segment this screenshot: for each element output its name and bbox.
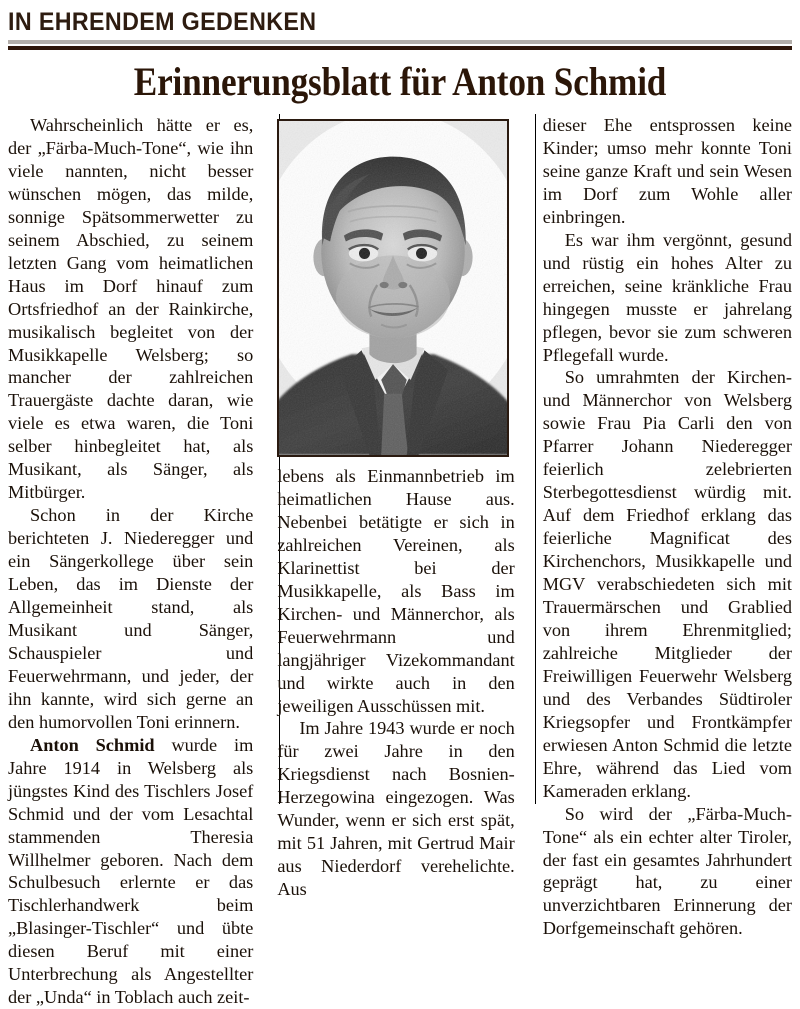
portrait-illustration <box>279 121 507 455</box>
rule-dark <box>8 46 792 50</box>
paragraph-text: wurde im Jahre 1914 in Welsberg als jüngstes Kind des Tischlers Josef Schmid und der vom Lesachtal stammenden Theresia Willhelmer geboren. Nach dem Schulbesuch erlernte er das Tischlerhandwerk beim „Blasinger-Tischler“ und übte diesen Beruf mit einer Unterbrechung als Angestellter der „Unda“ in Toblach auch zeit- <box>8 734 254 1008</box>
paragraph: Es war ihm vergönnt, gesund und rüstig ein hohes Alter zu erreichen, seine kränkliche Frau hingegen musste er jahrelang pflegen, bevor sie zum schweren Pflegefall wurde. <box>542 229 792 365</box>
paragraph: dieser Ehe entsprossen keine Kinder; umso mehr konnte Toni seine ganze Kraft und sein Wesen im Dorf zum Wohle aller einbringen. <box>542 115 792 227</box>
paragraph: Im Jahre 1943 wurde er noch für zwei Jahre in den Kriegsdienst nach Bosnien-Herzegowina eingezogen. Was Wunder, wenn er sich erst spät, mit 51 Jahren, mit Gertrud Mair aus Niederdorf verehelichte. Aus <box>277 718 515 900</box>
paragraph: Schon in der Kirche berichteten J. Niederegger und ein Sängerkollege über sein Leben, das im Dienste der Allgemeinheit stand, als Musikant und Sänger, Schauspieler und Feuerwehrmann, und jeder, der ihn kannte, wird sich gerne an den humorvollen Toni erinnern. <box>8 505 254 732</box>
paragraph: So umrahmten der Kirchen- und Männerchor von Welsberg sowie Frau Pia Carli den von Pfarrer Johann Niederegger feierlich zelebrierten Sterbegottesdienst würdig mit. Auf dem Friedhof erklang das feierliche Magnificat des Kirchenchors, Musikkapelle und MGV verabschiedeten sich mit Trauermärschen und Grablied von ihrem Ehrenmitglied; zahlreiche Mitglieder der Freiwilligen Feuerwehr Welsberg und des Verbandes Südtiroler Kriegsopfer und Frontkämpfer erwiesen Anton Schmid die letzte Ehre, während das Lied vom Kameraden erklang. <box>542 367 792 801</box>
portrait-photo <box>277 119 509 457</box>
text-column-2 <box>269 114 530 901</box>
portrait-image <box>279 121 507 455</box>
masthead <box>8 0 792 50</box>
paragraph: Wahrscheinlich hätte er es, der „Färba-Much-Tone“, wie ihn viele nannten, nicht besser wünschen mögen, das milde, sonnige Spätsommerwetter zu seinem Abschied, zu seinem letzten Gang vom heimatlichen Haus im Dorf hinauf zum Ortsfriedhof an der Rainkirche, musikalisch begleitet von der Musikkapelle Welsberg; so mancher der zahlreichen Trauergäste dachte daran, wie viele es etwa waren, die Toni selber hinbegleitet hat, als Musikant, als Sänger, als Mitbürger. <box>8 115 254 503</box>
article-body <box>8 114 792 1009</box>
rule-gray <box>8 40 792 44</box>
paragraph: So wird der „Färba-Much-Tone“ als ein echter alter Tiroler, der fast ein gesamtes Jahrhundert geprägt hat, zu einer unverzichtbaren Erinnerung der Dorfgemeinschaft gehören. <box>542 803 792 939</box>
deceased-name: Anton Schmid <box>30 734 155 755</box>
paragraph-with-lead <box>8 734 253 1009</box>
text-column-3 <box>531 114 792 940</box>
text-column-1 <box>8 114 269 1009</box>
paragraph: lebens als Einmannbetrieb im heimatlichen Hause aus. Nebenbei betätigte er sich in zahlreichen Vereinen, als Klarinettist bei der Musikkapelle, als Bass im Kirchen- und Männerchor, als Feuerwehrmann und langjähriger Vizekommandant und wirkte auch in den jeweiligen Ausschüssen mit. <box>277 466 515 716</box>
section-kicker: IN EHRENDEM GEDENKEN <box>8 8 317 36</box>
page-title: Erinnerungsblatt für Anton Schmid <box>133 59 667 104</box>
